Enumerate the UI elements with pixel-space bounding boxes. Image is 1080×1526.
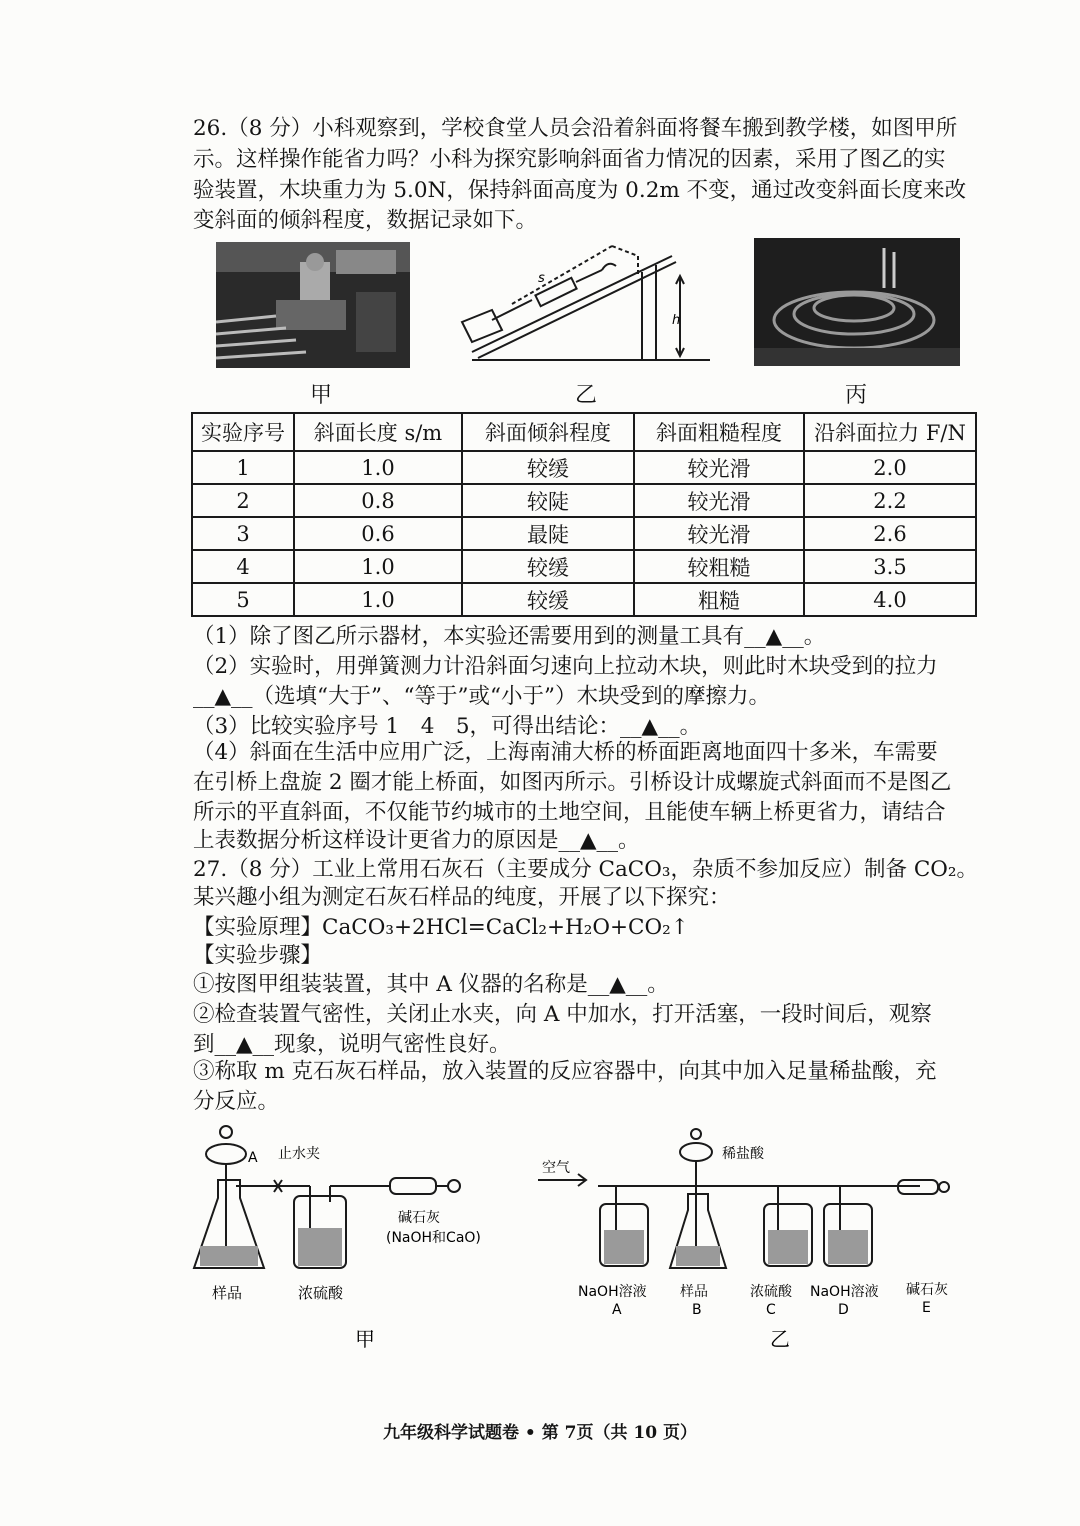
- q26-sub-3: （3）比较实验序号 1 4 5，可得出结论：__▲__。: [193, 714, 702, 739]
- apparatus-item-a-letter: A: [612, 1302, 622, 1318]
- table-row: [192, 550, 976, 583]
- table-cell: 粗糙: [634, 583, 804, 616]
- table-cell: 4: [192, 550, 294, 583]
- q27-line-1: 27.（8 分）工业上常用石灰石（主要成分 CaCO₃，杂质不参加反应）制备 CO₂。: [193, 857, 979, 882]
- q26-sub-4: （4）斜面在生活中应用广泛，上海南浦大桥的桥面距离地面四十多米，车需要: [193, 740, 938, 765]
- q27-line-2: 某兴趣小组为测定石灰石样品的纯度，开展了以下探究：: [193, 885, 731, 910]
- q26-sub-2: （2）实验时，用弹簧测力计沿斜面匀速向上拉动木块，则此时木块受到的拉力: [193, 654, 938, 679]
- q26-sub-4c: 所示的平直斜面，不仅能节约城市的土地空间，且能使车辆上桥更省力，请结合: [193, 800, 946, 825]
- q27-step-2b: 到__▲__现象，说明气密性良好。: [193, 1032, 511, 1057]
- apparatus-item-b-name: 样品: [680, 1284, 708, 1300]
- q26-line-1: 26.（8 分）小科观察到，学校食堂人员会沿着斜面将餐车搬到教学楼，如图甲所: [193, 116, 958, 141]
- table-cell: 较缓: [462, 451, 634, 484]
- table-cell: 较陡: [462, 484, 634, 517]
- photo-spiral-bridge-graphic: [754, 238, 960, 366]
- q27-steps-heading: 【实验步骤】: [193, 943, 323, 968]
- q27-step-1: ①按图甲组装装置，其中 A 仪器的名称是__▲__。: [193, 972, 669, 997]
- apparatus-item-d-letter: D: [838, 1302, 849, 1318]
- apparatus-item-d-name: NaOH溶液: [810, 1284, 879, 1300]
- table-cell: 较光滑: [634, 451, 804, 484]
- table-header: 斜面倾斜程度: [462, 413, 634, 451]
- table-cell: 2.2: [804, 484, 976, 517]
- table-cell: 最陡: [462, 517, 634, 550]
- apparatus-item-b-letter: B: [692, 1302, 702, 1318]
- table-cell: 2: [192, 484, 294, 517]
- table-cell: 4.0: [804, 583, 976, 616]
- table-cell: 较光滑: [634, 517, 804, 550]
- q26-sub-1: （1）除了图乙所示器材，本实验还需要用到的测量工具有__▲__。: [193, 624, 826, 649]
- apparatus-jia-diagram: [190, 1118, 520, 1358]
- apparatus-item-e-letter: E: [922, 1300, 931, 1316]
- apparatus-item-c-letter: C: [766, 1302, 776, 1318]
- photo-cart-stairs-graphic: [216, 242, 410, 368]
- table-cell: 1.0: [294, 583, 462, 616]
- table-cell: 3: [192, 517, 294, 550]
- apparatus-label-air: 空气: [542, 1160, 570, 1176]
- table-header: 斜面长度 s/m: [294, 413, 462, 451]
- q26-sub-4d: 上表数据分析这样设计更省力的原因是__▲__。: [193, 828, 640, 853]
- table-row: [192, 517, 976, 550]
- table-cell: 较光滑: [634, 484, 804, 517]
- table-header-row: [192, 413, 976, 451]
- apparatus-item-c-name: 浓硫酸: [750, 1284, 792, 1300]
- table-row: [192, 484, 976, 517]
- apparatus-label-lime: 碱石灰: [398, 1210, 440, 1226]
- q26-line-3: 验装置，木块重力为 5.0N，保持斜面高度为 0.2m 不变，通过改变斜面长度来改: [193, 178, 967, 203]
- q26-line-2: 示。这样操作能省力吗？小科为探究影响斜面省力情况的因素，采用了图乙的实: [193, 147, 946, 172]
- apparatus-caption-jia: 甲: [355, 1327, 375, 1351]
- apparatus-caption-yi: 乙: [770, 1327, 790, 1351]
- figure-caption-bing: 丙: [845, 383, 868, 408]
- apparatus-label-lime-sub: (NaOH和CaO): [386, 1230, 481, 1246]
- q27-step-3: ③称取 m 克石灰石样品，放入装置的反应容器中，向其中加入足量稀盐酸，充: [193, 1059, 937, 1084]
- photo-cart-stairs: [216, 242, 410, 368]
- table-cell: 5: [192, 583, 294, 616]
- q26-sub-2b: __▲__（选填“大于”、“等于”或“小于”）木块受到的摩擦力。: [193, 684, 770, 709]
- table-cell: 3.5: [804, 550, 976, 583]
- apparatus-label-acid: 浓硫酸: [298, 1284, 344, 1302]
- label-h: h: [672, 313, 681, 328]
- apparatus-item-e-name: 碱石灰: [906, 1282, 948, 1298]
- apparatus-item-a-name: NaOH溶液: [578, 1284, 647, 1300]
- table-cell: 0.8: [294, 484, 462, 517]
- table-header: 实验序号: [192, 413, 294, 451]
- table-cell: 较粗糙: [634, 550, 804, 583]
- apparatus-label-sample: 样品: [212, 1284, 243, 1302]
- q27-step-3b: 分反应。: [193, 1089, 280, 1114]
- incline-diagram: [452, 232, 718, 372]
- table-cell: 0.6: [294, 517, 462, 550]
- table-cell: 较缓: [462, 550, 634, 583]
- table-header: 斜面粗糙程度: [634, 413, 804, 451]
- table-row: [192, 583, 976, 616]
- q26-sub-4b: 在引桥上盘旋 2 圈才能上桥面，如图丙所示。引桥设计成螺旋式斜面而不是图乙: [193, 770, 952, 795]
- q26-line-4: 变斜面的倾斜程度，数据记录如下。: [193, 208, 538, 233]
- q27-principle: 【实验原理】CaCO₃+2HCl=CaCl₂+H₂O+CO₂↑: [193, 915, 689, 940]
- table-cell: 2.6: [804, 517, 976, 550]
- table-cell: 2.0: [804, 451, 976, 484]
- incline-data-table: [191, 412, 977, 617]
- q27-step-2: ②检查装置气密性，关闭止水夹，向 A 中加水，打开活塞，一段时间后，观察: [193, 1002, 932, 1027]
- apparatus-label-hcl: 稀盐酸: [722, 1146, 764, 1162]
- table-cell: 1.0: [294, 550, 462, 583]
- figure-caption-jia: 甲: [310, 383, 333, 408]
- apparatus-label-a: A: [248, 1150, 258, 1166]
- page-footer: 九年级科学试题卷 • 第 7页（共 10 页）: [383, 1423, 697, 1443]
- table-header: 沿斜面拉力 F/N: [804, 413, 976, 451]
- photo-spiral-bridge: [754, 238, 960, 366]
- table-cell: 1: [192, 451, 294, 484]
- apparatus-yi-diagram: [528, 1118, 968, 1358]
- apparatus-label-clamp: 止水夹: [278, 1146, 320, 1162]
- table-row: [192, 451, 976, 484]
- table-cell: 1.0: [294, 451, 462, 484]
- table-cell: 较缓: [462, 583, 634, 616]
- label-s: s: [538, 271, 545, 286]
- figure-caption-yi: 乙: [575, 383, 598, 408]
